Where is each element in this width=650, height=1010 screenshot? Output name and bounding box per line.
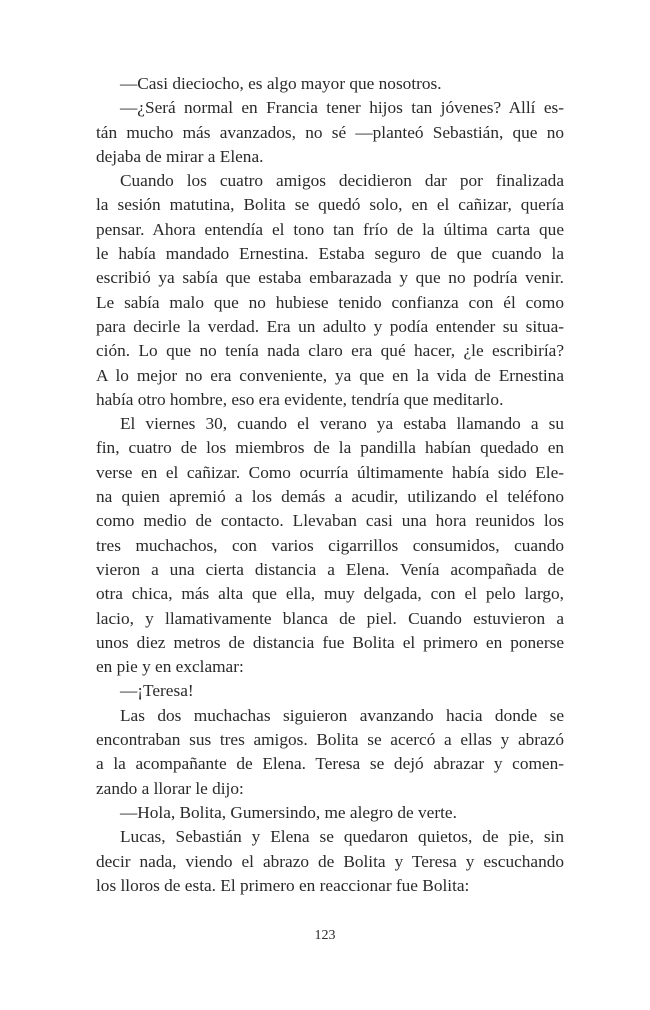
text-line: fin, cuatro de los miembros de la pandilla habían quedado en [96, 438, 564, 458]
text-line: zando a llorar le dijo: [96, 778, 244, 798]
text-line: Las dos muchachas siguieron avanzando hacia donde se [120, 705, 564, 725]
body-text [96, 72, 564, 898]
text-line: en pie y en exclamar: [96, 657, 244, 677]
text-line: para decirle la verdad. Era un adulto y podía entender su situa- [96, 316, 564, 336]
text-line: El viernes 30, cuando el verano ya estaba llamando a su [120, 414, 564, 434]
text-line: vieron a una cierta distancia a Elena. Venía acompañada de [96, 559, 564, 579]
text-line: había otro hombre, eso era evidente, tendría que meditarlo. [96, 389, 504, 409]
text-line: Le sabía malo que no hubiese tenido confianza con él como [96, 292, 564, 312]
text-line: pensar. Ahora entendía el tono tan frío de la última carta que [96, 219, 564, 239]
text-line: na quien apremió a los demás a acudir, utilizando el teléfono [96, 487, 564, 507]
text-line: —Hola, Bolita, Gumersindo, me alegro de verte. [120, 802, 457, 822]
page-number: 123 [314, 928, 336, 943]
text-line: unos diez metros de distancia fue Bolita el primero en ponerse [96, 632, 564, 652]
text-line: le había mandado Ernestina. Estaba seguro de que cuando la [96, 244, 564, 264]
text-line: —Casi dieciocho, es algo mayor que nosotros. [120, 74, 442, 93]
text-line: como medio de contacto. Llevaban casi una hora reunidos los [96, 511, 564, 531]
text-line: tán mucho más avanzados, no sé —planteó Sebastián, que no [96, 122, 564, 142]
text-line: decir nada, viendo el abrazo de Bolita y Teresa y escuchando [96, 851, 564, 871]
text-line: dejaba de mirar a Elena. [96, 146, 264, 166]
text-line: a la acompañante de Elena. Teresa se dejó abrazar y comen- [96, 754, 564, 774]
text-line: ción. Lo que no tenía nada claro era qué hacer, ¿le escribiría? [96, 341, 564, 361]
text-line: lacio, y llamativamente blanca de piel. Cuando estuvieron a [96, 608, 564, 628]
text-line: —¡Teresa! [120, 681, 194, 701]
text-line: los lloros de esta. El primero en reaccionar fue Bolita: [96, 875, 470, 895]
text-line: tres muchachos, con varios cigarrillos consumidos, cuando [96, 535, 564, 555]
text-line: Cuando los cuatro amigos decidieron dar por finalizada [120, 171, 564, 191]
text-line: escribió ya sabía que estaba embarazada y que no podría venir. [96, 268, 564, 288]
text-line: Lucas, Sebastián y Elena se quedaron quietos, de pie, sin [120, 827, 564, 847]
text-line: la sesión matutina, Bolita se quedó solo, en el cañizar, quería [96, 195, 564, 215]
text-line: otra chica, más alta que ella, muy delgada, con el pelo largo, [96, 584, 564, 604]
text-line: A lo mejor no era conveniente, ya que en la vida de Ernestina [96, 365, 564, 385]
text-line: encontraban sus tres amigos. Bolita se acercó a ellas y abrazó [96, 730, 564, 750]
text-line: verse en el cañizar. Como ocurría últimamente había sido Ele- [96, 462, 564, 482]
text-line: —¿Será normal en Francia tener hijos tan jóvenes? Allí es- [120, 98, 564, 118]
